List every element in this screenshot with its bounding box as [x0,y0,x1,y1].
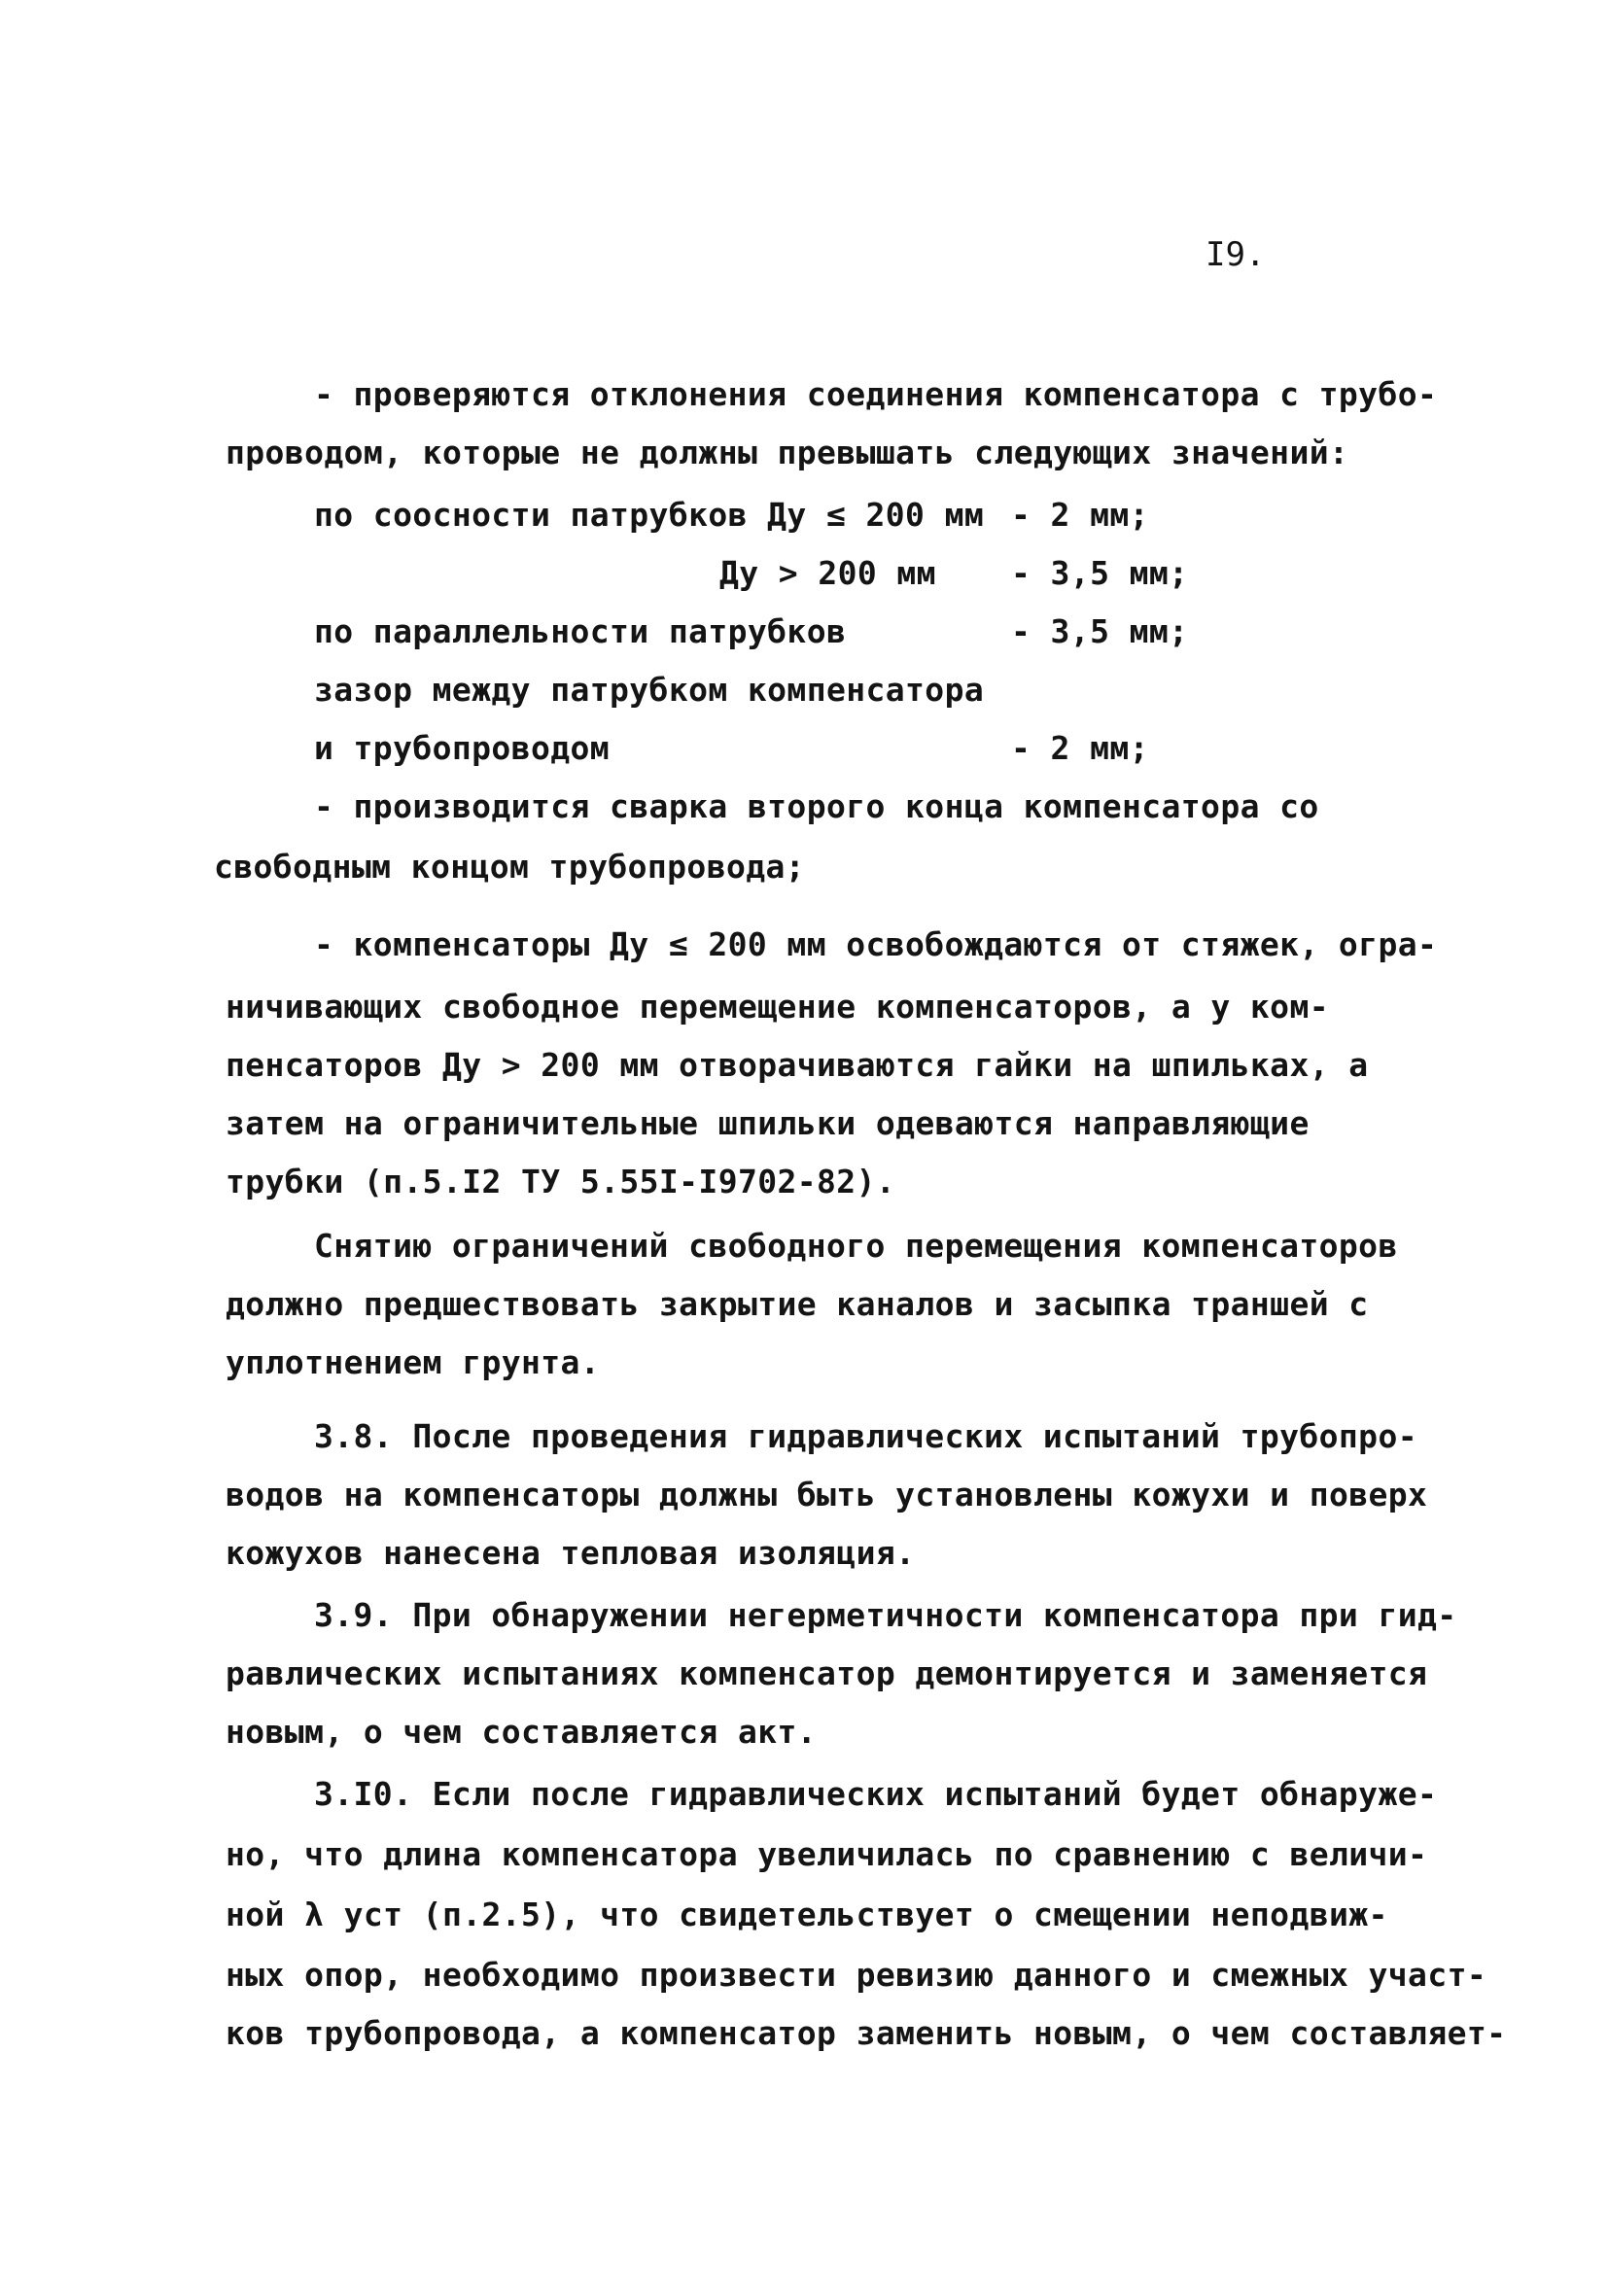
section-3-10-line-4: ных опор, необходимо произвести ревизию данного и смежных участ- [226,1956,1487,1994]
removal-note-line-2: должно предшествовать закрытие каналов и засыпка траншей с [226,1285,1369,1323]
section-3-10-line-3: ной λ уст (п.2.5), что свидетельствует о смещении неподвиж- [226,1896,1388,1933]
tolerance-row-label: по соосности патрубков Ду ≤ 200 мм [314,496,985,534]
section-3-9-line-3: новым, о чем составляется акт. [226,1713,818,1751]
tolerance-row-value: - 2 мм; [1011,496,1149,534]
page-number: I9. [1206,235,1266,274]
section-3-10-line-1: 3.I0. Если после гидравлических испытаний будет обнаруже- [314,1775,1438,1813]
checks-intro-line-1: - проверяются отклонения соединения компенсатора с трубо- [314,375,1438,413]
section-3-9-line-2: равлических испытаниях компенсатор демонтируется и заменяется [226,1654,1428,1692]
removal-note-line-3: уплотнением грунта. [226,1343,601,1381]
section-3-8-line-2: водов на компенсаторы должны быть установлены кожухи и поверх [226,1476,1428,1513]
section-3-10-line-2: но, что длина компенсатора увеличилась по сравнению с величи- [226,1835,1428,1873]
tolerance-row-value: - 3,5 мм; [1011,554,1189,592]
release-line-4: затем на ограничительные шпильки одеваются направляющие [226,1104,1310,1142]
release-line-5: трубки (п.5.I2 ТУ 5.55I-I9702-82). [226,1163,896,1200]
release-line-2: ничивающих свободное перемещение компенсаторов, а у ком- [226,988,1329,1026]
section-3-9-line-1: 3.9. При обнаружении негерметичности компенсатора при гид- [314,1596,1457,1634]
section-3-8-line-1: 3.8. После проведения гидравлических испытаний трубопро- [314,1417,1417,1455]
tolerance-row-label: и трубопроводом [314,729,611,767]
section-3-10-line-5: ков трубопровода, а компенсатор заменить новым, о чем составляет- [226,2014,1507,2052]
tolerance-row-label: по параллельности патрубков [314,612,847,650]
welding-line-1: - производится сварка второго конца компенсатора со [314,787,1319,825]
tolerance-row-value: - 2 мм; [1011,729,1149,767]
checks-intro-line-2: проводом, которые не должны превышать следующих значений: [226,434,1349,471]
tolerance-row-label: зазор между патрубком компенсатора [314,671,985,709]
removal-note-line-1: Снятию ограничений свободного перемещения компенсаторов [314,1227,1398,1265]
tolerance-row-value: - 3,5 мм; [1011,612,1189,650]
release-line-1: - компенсаторы Ду ≤ 200 мм освобождаются от стяжек, огра- [314,925,1438,963]
welding-line-2: свободным концом трубопровода; [214,848,806,886]
tolerance-row-label: Ду > 200 мм [719,554,936,592]
section-3-8-line-3: кожухов нанесена тепловая изоляция. [226,1534,916,1572]
release-line-3: пенсаторов Ду > 200 мм отворачиваются гайки на шпильках, а [226,1046,1369,1084]
